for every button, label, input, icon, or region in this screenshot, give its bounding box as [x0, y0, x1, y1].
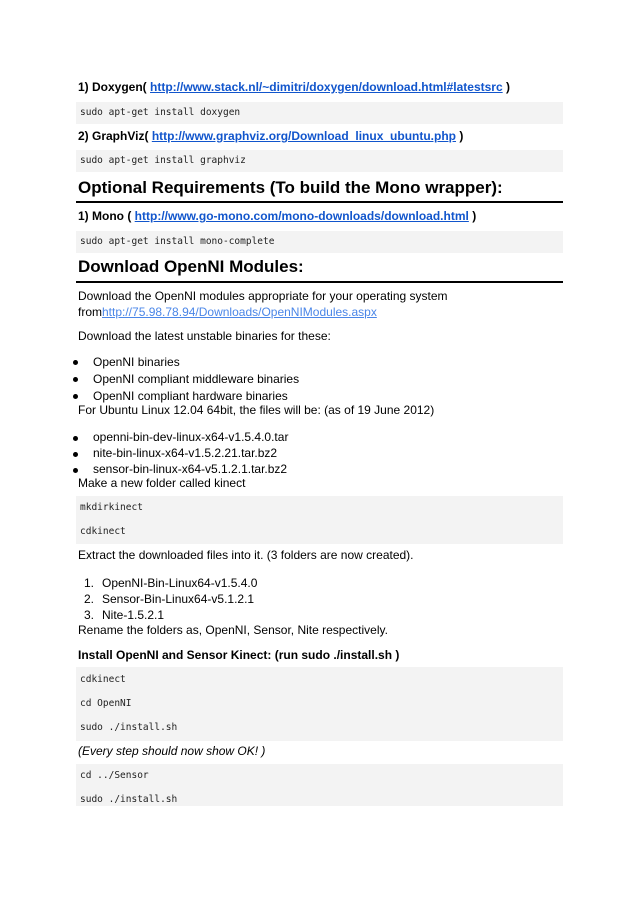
heading-download-openni: Download OpenNI Modules:	[78, 257, 304, 276]
heading-optional-requirements: Optional Requirements (To build the Mono wrapper):	[78, 178, 503, 197]
bullet-icon	[73, 468, 78, 473]
install-heading: Install OpenNI and Sensor Kinect: (run sudo ./install.sh )	[78, 648, 400, 662]
list-item: OpenNI-Bin-Linux64-v1.5.4.0	[102, 576, 258, 590]
req-mono	[78, 209, 476, 223]
rename-text: Rename the folders as, OpenNI, Sensor, Nite respectively.	[78, 623, 388, 637]
code-line: sudo apt-get install doxygen	[80, 107, 241, 118]
list-item: sensor-bin-linux-x64-v5.1.2.1.tar.bz2	[93, 462, 288, 476]
mono-link[interactable]: http://www.go-mono.com/mono-downloads/download.html	[134, 209, 469, 223]
download-from-label: from	[78, 305, 102, 319]
heading-rule	[76, 201, 563, 203]
req-doxygen-close: )	[506, 80, 510, 94]
code-line: mkdirkinect	[80, 502, 143, 513]
req-graphviz-label: 2) GraphViz(	[78, 129, 149, 143]
code-block-mono	[76, 231, 563, 253]
req-graphviz	[78, 129, 463, 143]
openni-modules-link[interactable]: http://75.98.78.94/Downloads/OpenNIModules.aspx	[102, 305, 377, 319]
code-line: cdkinect	[80, 526, 126, 537]
doxygen-link[interactable]: http://www.stack.nl/~dimitri/doxygen/download.html#latestsrc	[150, 80, 503, 94]
latest-binaries-text: Download the latest unstable binaries for these:	[78, 329, 331, 343]
list-item: openni-bin-dev-linux-x64-v1.5.4.0.tar	[93, 430, 289, 444]
bullet-icon	[73, 377, 78, 382]
req-mono-label: 1) Mono (	[78, 209, 132, 223]
download-from-line	[78, 305, 377, 319]
download-text: Download the OpenNI modules appropriate for your operating system	[78, 289, 448, 303]
code-line: cdkinect	[80, 674, 126, 685]
code-block-doxygen	[76, 102, 563, 124]
req-doxygen-label: 1) Doxygen(	[78, 80, 147, 94]
code-line: cd ../Sensor	[80, 770, 149, 781]
code-line: sudo apt-get install mono-complete	[80, 236, 275, 247]
code-line: cd OpenNI	[80, 698, 132, 709]
graphviz-link[interactable]: http://www.graphviz.org/Download_linux_ubuntu.php	[151, 129, 457, 143]
bullet-icon	[73, 394, 78, 399]
note-text: (Every step should now show OK! )	[78, 744, 266, 758]
bullet-icon	[73, 452, 78, 457]
list-item: Nite-1.5.2.1	[102, 608, 165, 622]
list-number: 2.	[84, 592, 95, 606]
code-block-graphviz	[76, 150, 563, 172]
code-block-folder	[76, 496, 563, 544]
list-number: 1.	[84, 576, 95, 590]
code-line: sudo ./install.sh	[80, 794, 178, 805]
code-line: sudo apt-get install graphviz	[80, 155, 246, 166]
make-folder-text: Make a new folder called kinect	[78, 476, 246, 490]
code-block-install	[76, 667, 563, 741]
bullet-icon	[73, 436, 78, 441]
ubuntu-files-text: For Ubuntu Linux 12.04 64bit, the files will be: (as of 19 June 2012)	[78, 403, 435, 417]
bullet-icon	[73, 360, 78, 365]
code-line: sudo ./install.sh	[80, 722, 178, 733]
req-graphviz-close: )	[459, 129, 464, 143]
list-item: nite-bin-linux-x64-v1.5.2.21.tar.bz2	[93, 446, 278, 460]
req-doxygen	[78, 80, 510, 94]
heading-rule	[76, 281, 563, 283]
list-item: OpenNI binaries	[93, 355, 180, 369]
list-item: OpenNI compliant hardware binaries	[93, 389, 288, 403]
list-item: OpenNI compliant middleware binaries	[93, 372, 300, 386]
list-number: 3.	[84, 608, 95, 622]
code-block-sensor	[76, 764, 563, 806]
extract-text: Extract the downloaded files into it. (3 folders are now created).	[78, 548, 414, 562]
req-mono-close: )	[472, 209, 477, 223]
list-item: Sensor-Bin-Linux64-v5.1.2.1	[102, 592, 255, 606]
